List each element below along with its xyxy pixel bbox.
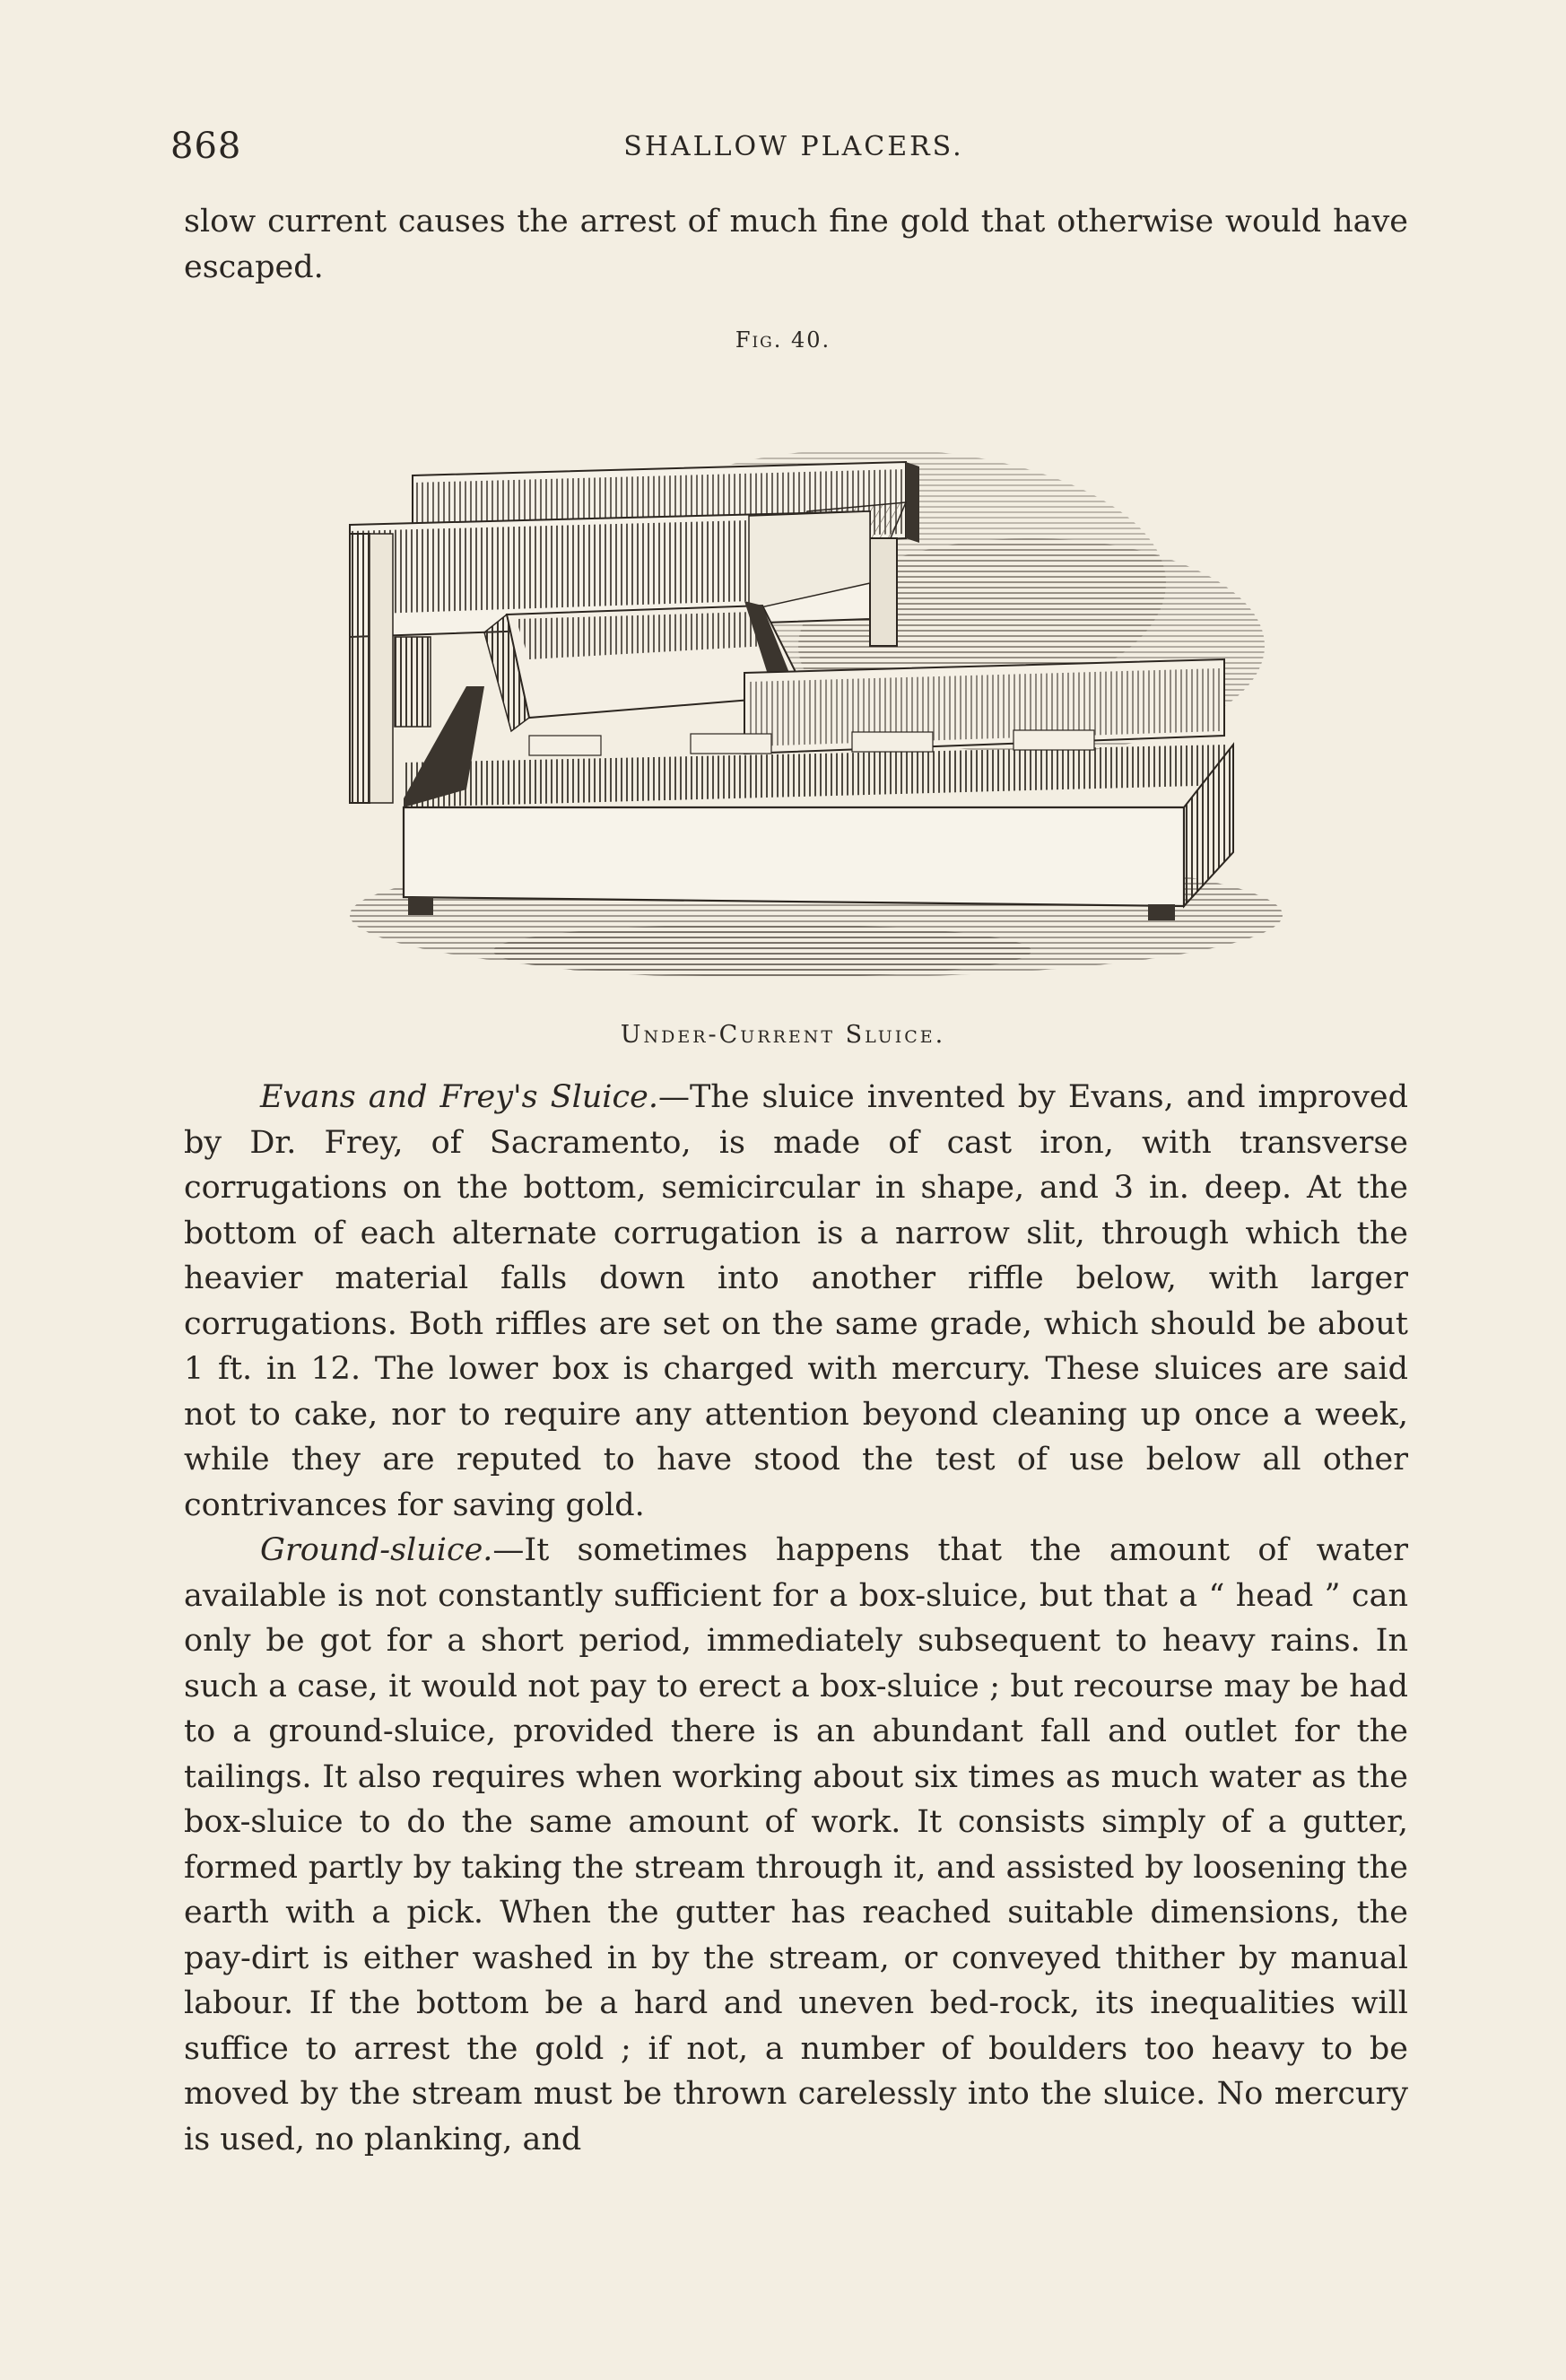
running-head xyxy=(170,126,1417,170)
continued-paragraph xyxy=(184,199,1408,290)
figure-caption: Under-Current Sluice. xyxy=(620,1021,946,1049)
paragraph-text: slow current causes the arrest of much fine gold that otherwise would have escaped. xyxy=(184,204,1408,285)
paragraph-text: —It sometimes happens that the amount of water available is not constantly sufficient for a box-sluice, but that a “ head ” can only be got for a short period, immediately subsequent to heavy rains. In such a case, it would not pay to erect a box-sluice ; but recourse may be had to a ground-sluice, provided there is an abundant fall and outlet for the tailings. It also requires when working about six times as much water as the box-sluice to do the same amount of work. It consists simply of a gutter, formed partly by taking the stream through it, and assisted by loosening the earth with a pick. When the gutter has reached suitable dimensions, the pay-dirt is either washed in by the stream, or conveyed thither by manual labour. If the bottom be a hard and uneven bed-rock, its inequalities will suffice to arrest the gold ; if not, a number of boulders too heavy to be moved by the stream must be thrown carelessly into the sluice. No mercury is used, no planking, and xyxy=(184,1532,1408,2158)
figure-label: Fig. 40. xyxy=(735,327,831,353)
paragraph-lead: Ground-sluice. xyxy=(260,1532,493,1568)
paragraph-ground-sluice xyxy=(184,1528,1408,2162)
paragraph-text: —The sluice invented by Evans, and improved by Dr. Frey, of Sacramento, is made of cast iron, with transverse corrugations on the bottom, semicircular in shape, and 3 in. deep. At the bottom of each alternate corrugation is a narrow slit, through which the heavier material falls down into another riffle below, with larger corrugations. Both riffles are set on the same grade, which should be about 1 ft. in 12. The lower box is charged with mercury. These sluices are said not to cake, nor to require any attention beyond cleaning up once a week, while they are reputed to have stood the test of use below all other contrivances for saving gold. xyxy=(184,1079,1409,1523)
paragraph-evans-frey-sluice xyxy=(184,1075,1408,1528)
page-number: 868 xyxy=(170,126,242,167)
paragraph-lead: Evans and Frey's Sluice. xyxy=(260,1079,658,1115)
running-title: SHALLOW PLACERS. xyxy=(623,131,964,162)
sluice-illustration xyxy=(260,377,1336,996)
body-text xyxy=(184,1075,1408,2162)
